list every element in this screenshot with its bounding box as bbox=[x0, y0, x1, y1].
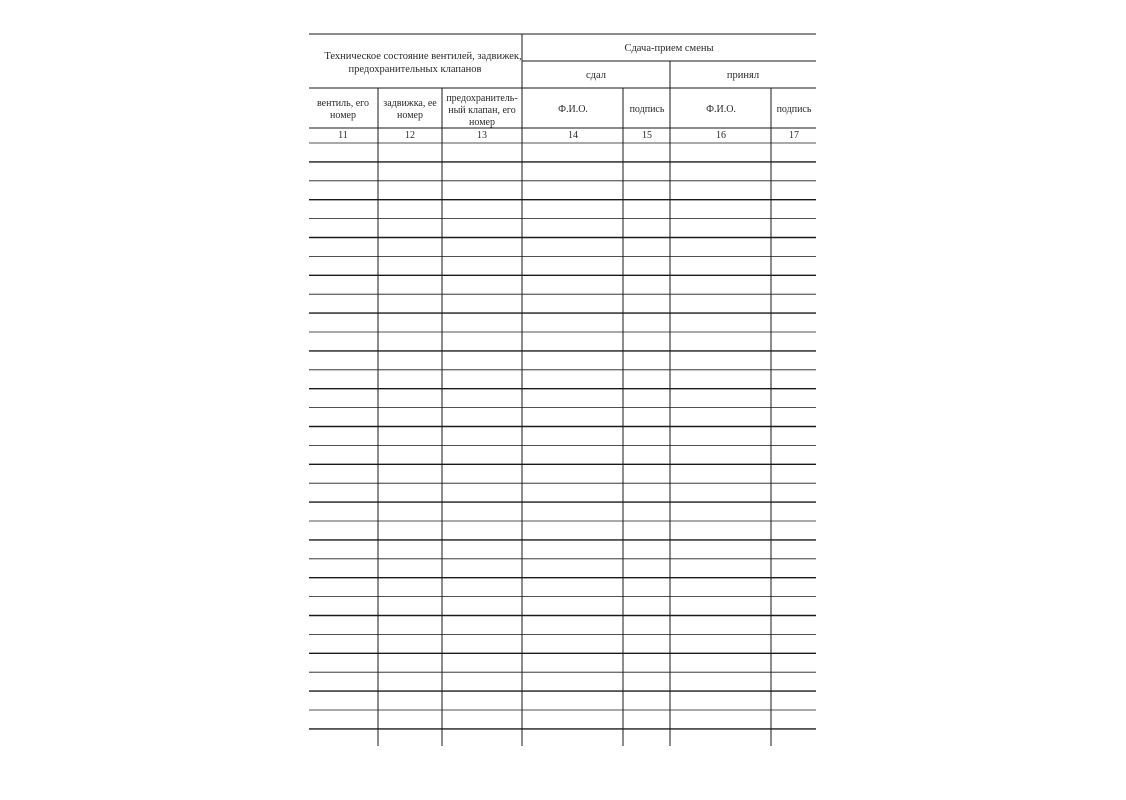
column-header-safety-valve-line-3: номер bbox=[469, 117, 495, 128]
technical-state-header-line-1: Техническое состояние вентилей, задвижек, bbox=[324, 51, 522, 62]
column-header-valve-line-1: вентиль, его bbox=[316, 98, 370, 109]
column-number-13: 13 bbox=[477, 130, 487, 141]
technical-state-header-line-2: предохранительных клапанов bbox=[348, 64, 482, 75]
column-header-safety-valve-line-2: ный клапан, его bbox=[448, 105, 516, 116]
column-header-accepted-name: Ф.И.О. bbox=[706, 104, 736, 115]
table-grid bbox=[309, 34, 816, 746]
accepted-header: принял bbox=[726, 70, 760, 81]
handed-over-header: сдал bbox=[586, 70, 606, 81]
column-header-gate-valve-line-2: номер bbox=[397, 110, 423, 121]
column-number-15: 15 bbox=[642, 130, 652, 141]
column-number-12: 12 bbox=[405, 130, 415, 141]
column-number-17: 17 bbox=[789, 130, 799, 141]
column-header-accepted-signature: подпись bbox=[776, 104, 812, 115]
column-number-16: 16 bbox=[716, 130, 726, 141]
shift-handover-header: Сдача-прием смены bbox=[624, 43, 714, 54]
column-number-14: 14 bbox=[568, 130, 578, 141]
column-header-gate-valve-line-1: задвижка, ее bbox=[383, 98, 437, 109]
column-header-valve-line-2: номер bbox=[330, 110, 356, 121]
column-number-11: 11 bbox=[338, 130, 348, 141]
column-header-handed-signature: подпись bbox=[629, 104, 665, 115]
column-header-handed-name: Ф.И.О. bbox=[558, 104, 588, 115]
column-header-safety-valve-line-1: предохранитель- bbox=[446, 93, 518, 104]
